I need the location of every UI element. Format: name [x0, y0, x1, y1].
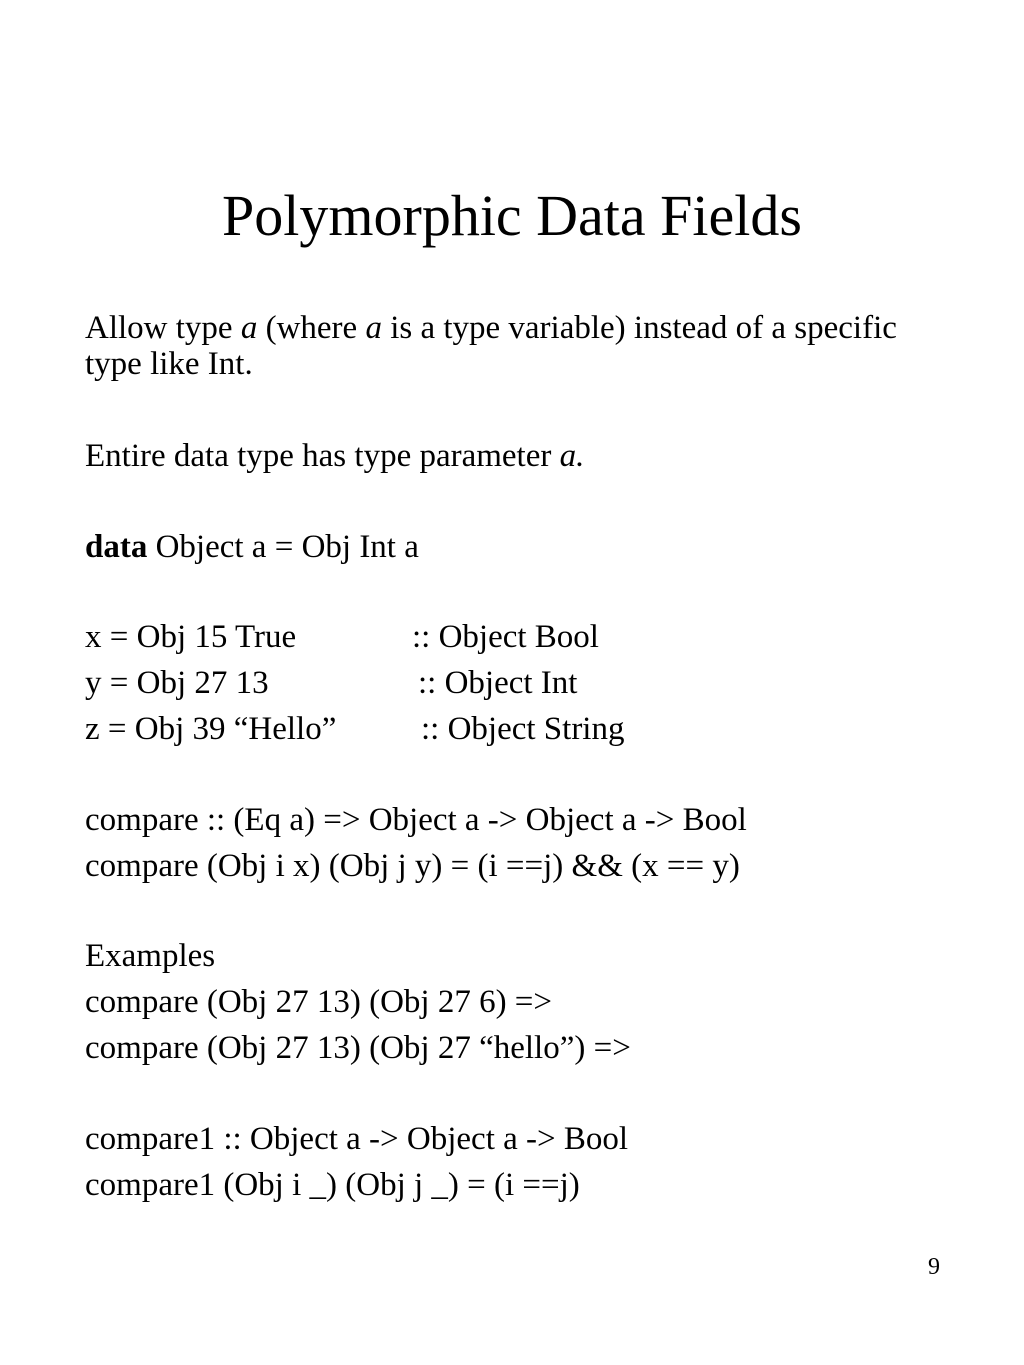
binding-row-y [85, 665, 578, 701]
example-2: compare (Obj 27 13) (Obj 27 “hello”) => [85, 1030, 631, 1066]
intro-text-3: is a type variable) instead of a specific type like Int. [85, 310, 897, 382]
intro-text-2: (where [257, 310, 366, 346]
compare-definition: compare (Obj i x) (Obj j y) = (i ==j) && (x == y) [85, 848, 740, 884]
binding-type: :: Object String [421, 711, 625, 747]
type-parameter-text: Entire data type has type parameter [85, 438, 560, 474]
data-declaration-rest: Object a = Obj Int a [147, 529, 419, 565]
example-1: compare (Obj 27 13) (Obj 27 6) => [85, 984, 553, 1020]
binding-expression: z = Obj 39 “Hello” [85, 711, 337, 747]
type-parameter-var: a. [559, 438, 585, 474]
binding-row-x [85, 619, 599, 655]
binding-type: :: Object Int [418, 665, 578, 701]
type-variable-a: a [365, 310, 382, 346]
compare1-signature: compare1 :: Object a -> Object a -> Bool [85, 1121, 629, 1157]
binding-row-z [85, 711, 625, 747]
slide-title: Polymorphic Data Fields [222, 183, 802, 248]
data-declaration [85, 529, 419, 565]
data-keyword: data [85, 529, 148, 565]
intro-paragraph [85, 310, 925, 382]
type-parameter-line [85, 438, 584, 474]
compare1-definition: compare1 (Obj i _) (Obj j _) = (i ==j) [85, 1167, 580, 1203]
examples-heading: Examples [85, 938, 216, 974]
type-variable-a: a [240, 310, 258, 346]
binding-expression: x = Obj 15 True [85, 619, 297, 655]
binding-expression: y = Obj 27 13 [85, 665, 269, 701]
page-number: 9 [928, 1254, 940, 1280]
binding-type: :: Object Bool [412, 619, 599, 655]
compare-signature: compare :: (Eq a) => Object a -> Object a -> Bool [85, 802, 747, 838]
intro-text-1: Allow type [85, 310, 241, 346]
